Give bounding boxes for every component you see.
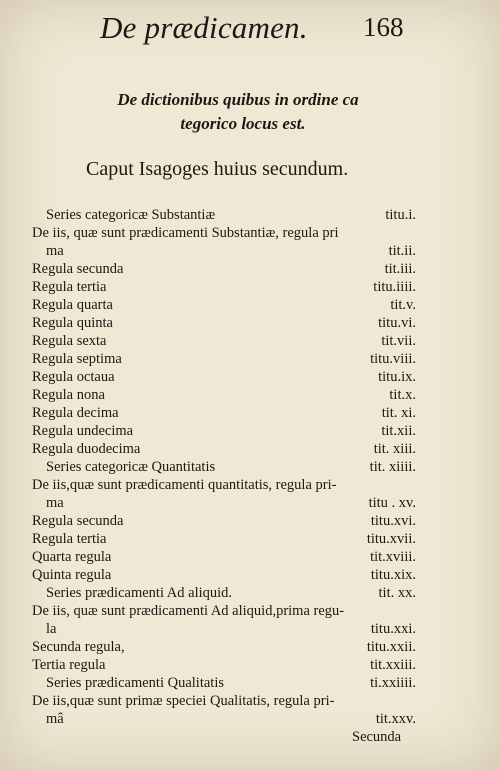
- toc-entry: [32, 404, 416, 422]
- toc-entry-label: Tertia regula: [32, 657, 106, 673]
- toc-entry-title-number: titu . xv.: [368, 495, 416, 511]
- toc-entry: [32, 278, 416, 296]
- chapter-heading: Caput Isagoges huius secundum.: [86, 158, 349, 180]
- table-of-contents: [32, 206, 416, 728]
- toc-entry-label: Regula octaua: [32, 369, 115, 385]
- toc-entry: [32, 422, 416, 440]
- toc-entry-label: Quarta regula: [32, 549, 112, 565]
- toc-entry: [32, 314, 416, 332]
- catchword: Secunda: [352, 729, 402, 745]
- toc-entry-title-number: titu.xxi.: [370, 621, 416, 637]
- toc-entry-title-number: titu.xvi.: [370, 513, 416, 529]
- toc-entry-label: Regula septima: [32, 351, 122, 367]
- toc-entry-label: Series prædicamenti Qualitatis: [46, 675, 224, 691]
- toc-entry: [32, 242, 416, 260]
- toc-entry: [32, 674, 416, 692]
- toc-entry: [32, 386, 416, 404]
- toc-entry-title-number: ti.xxiiii.: [370, 675, 416, 691]
- toc-entry-label: mâ: [46, 711, 64, 727]
- toc-entry: [32, 206, 416, 224]
- toc-entry: [32, 368, 416, 386]
- toc-entry-label: Regula quarta: [32, 297, 113, 313]
- toc-entry: [32, 692, 416, 710]
- toc-entry: [32, 296, 416, 314]
- toc-entry: [32, 566, 416, 584]
- toc-entry: [32, 224, 416, 242]
- toc-entry: [32, 530, 416, 548]
- toc-entry: [32, 584, 416, 602]
- toc-entry-title-number: titu.viii.: [370, 351, 416, 367]
- toc-entry-label: Regula secunda: [32, 261, 124, 277]
- toc-entry-label: Regula tertia: [32, 531, 107, 547]
- toc-entry-title-number: titu.ix.: [378, 369, 416, 385]
- toc-entry-title-number: tit. xi.: [381, 405, 416, 421]
- toc-entry-label: ma: [46, 243, 64, 259]
- toc-entry-label: Series categoricæ Substantiæ: [46, 207, 216, 223]
- toc-entry-label: ma: [46, 495, 64, 511]
- toc-entry: [32, 710, 416, 728]
- toc-entry-title-number: tit. xiiii.: [369, 459, 416, 475]
- toc-entry-label: Regula duodecima: [32, 441, 141, 457]
- toc-entry: [32, 548, 416, 566]
- toc-entry: [32, 656, 416, 674]
- toc-entry-label: la: [46, 621, 57, 637]
- toc-entry: [32, 458, 416, 476]
- toc-entry-title-number: titu.xxii.: [366, 639, 416, 655]
- toc-entry-label: Regula undecima: [32, 423, 134, 439]
- toc-entry-title-number: tit. xiii.: [373, 441, 416, 457]
- toc-entry-title-number: tit.vii.: [381, 333, 416, 349]
- section-title: [88, 88, 388, 136]
- toc-entry-label: De iis, quæ sunt prædicamenti Substantiæ, regula pri: [32, 225, 339, 241]
- toc-entry: [32, 638, 416, 656]
- toc-entry-title-number: titu.xix.: [370, 567, 416, 583]
- toc-entry: [32, 494, 416, 512]
- toc-entry: [32, 602, 416, 620]
- toc-entry-label: Regula tertia: [32, 279, 107, 295]
- toc-entry-title-number: tit.ii.: [388, 243, 416, 259]
- toc-entry-title-number: tit.v.: [390, 297, 416, 313]
- toc-entry-label: Series prædicamenti Ad aliquid.: [46, 585, 233, 601]
- toc-entry-title-number: tit.iii.: [384, 261, 416, 277]
- section-title-line-2: tegorico locus est.: [180, 114, 306, 133]
- toc-entry-title-number: titu.xvii.: [366, 531, 416, 547]
- toc-entry-title-number: titu.vi.: [378, 315, 416, 331]
- toc-entry: [32, 440, 416, 458]
- toc-entry-label: Quinta regula: [32, 567, 112, 583]
- toc-entry-title-number: tit.x.: [389, 387, 416, 403]
- toc-entry: [32, 350, 416, 368]
- toc-entry-label: De iis, quæ sunt prædicamenti Ad aliquid,prima regu-: [32, 603, 345, 619]
- toc-entry: [32, 512, 416, 530]
- toc-entry-title-number: titu.iiii.: [373, 279, 416, 295]
- toc-entry-title-number: titu.i.: [385, 207, 416, 223]
- toc-entry-label: Secunda regula,: [32, 639, 125, 655]
- section-title-line-1: De dictionibus quibus in ordine ca: [117, 90, 359, 109]
- toc-entry-label: Series categoricæ Quantitatis: [46, 459, 216, 475]
- toc-entry-label: Regula secunda: [32, 513, 124, 529]
- toc-entry-title-number: tit.xii.: [381, 423, 416, 439]
- toc-entry-label: Regula quinta: [32, 315, 113, 331]
- toc-entry-title-number: tit.xviii.: [370, 549, 416, 565]
- toc-entry: [32, 476, 416, 494]
- toc-entry-title-number: tit.xxv.: [375, 711, 416, 727]
- toc-entry-label: De iis,quæ sunt prædicamenti quantitatis, regula pri-: [32, 477, 337, 493]
- toc-entry-title-number: tit. xx.: [378, 585, 416, 601]
- toc-entry-label: Regula sexta: [32, 333, 107, 349]
- toc-entry-label: Regula decima: [32, 405, 119, 421]
- toc-entry: [32, 620, 416, 638]
- toc-entry-label: Regula nona: [32, 387, 105, 403]
- toc-entry-label: De iis,quæ sunt primæ speciei Qualitatis, regula pri-: [32, 693, 335, 709]
- page-number: 168: [363, 12, 404, 42]
- toc-entry-title-number: tit.xxiii.: [370, 657, 416, 673]
- toc-entry: [32, 260, 416, 278]
- running-head: De prædicamen.: [100, 10, 308, 45]
- toc-entry: [32, 332, 416, 350]
